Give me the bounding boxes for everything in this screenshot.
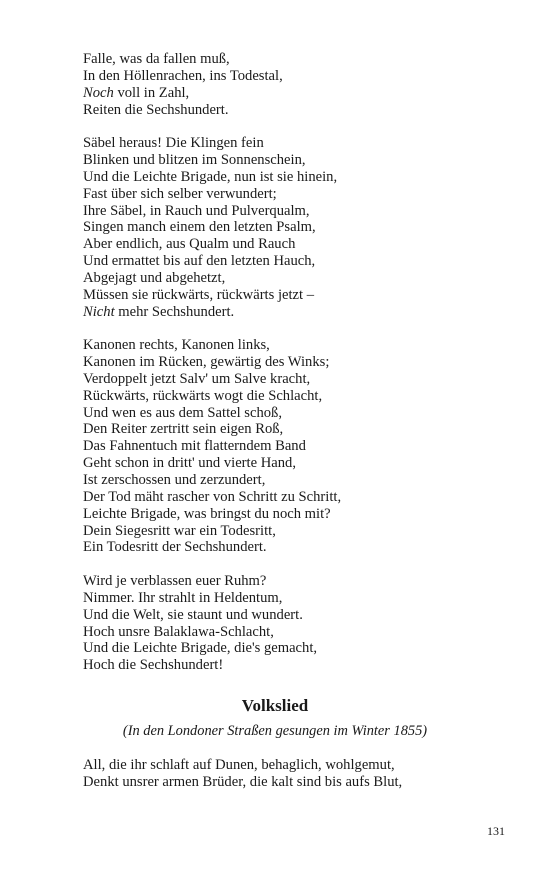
verse-text: voll in Zahl,: [113, 84, 190, 101]
verse-text: Und ermattet bis auf den letzten Hauch,: [83, 253, 316, 270]
verse-line: [83, 640, 503, 657]
verse-text: Blinken und blitzen im Sonnenschein,: [83, 152, 306, 169]
verse-line: [83, 438, 503, 455]
verse-line: [83, 421, 503, 438]
verse-line: [83, 203, 503, 220]
verse-text: Kanonen rechts, Kanonen links,: [83, 337, 270, 354]
verse-line: [83, 472, 503, 489]
verse-line: [83, 186, 503, 203]
verse-text: Ihre Säbel, in Rauch und Pulverqualm,: [83, 202, 310, 219]
verse-line: [83, 85, 503, 102]
verse-text: Und die Welt, sie staunt und wundert.: [83, 606, 303, 623]
verse-line: [83, 489, 503, 506]
verse-line: All, die ihr schlaft auf Dunen, behaglich, wohlgemut,: [83, 757, 395, 773]
verse-text: Aber endlich, aus Qualm und Rauch: [83, 236, 296, 253]
verse-line: [83, 152, 503, 169]
verse-line: [83, 455, 503, 472]
verse-text: Hoch unsre Balaklawa-Schlacht,: [83, 623, 274, 640]
verse-line: [83, 624, 503, 641]
page-number: 131: [487, 824, 505, 838]
verse-text: Nimmer. Ihr strahlt in Heldentum,: [83, 589, 283, 606]
verse-text: Ist zerschossen und zerzundert,: [83, 472, 266, 488]
verse-line: [83, 657, 503, 674]
verse-text: Müssen sie rückwärts, rückwärts jetzt –: [83, 286, 315, 303]
verse-line: [83, 590, 503, 607]
verse-text: Falle, was da fallen muß,: [83, 51, 230, 67]
stanza: [83, 51, 503, 118]
verse-line: [83, 523, 503, 540]
verse-text: Kanonen im Rücken, gewärtig des Winks;: [83, 354, 330, 371]
verse-text: Und die Leichte Brigade, die's gemacht,: [83, 640, 318, 657]
verse-text: Das Fahnentuch mit flatterndem Band: [83, 438, 306, 455]
stanza: [83, 135, 503, 320]
verse-line: [83, 287, 503, 304]
verse-emphasis: Noch: [83, 84, 114, 101]
verse-line: [83, 51, 503, 68]
verse-line: [83, 270, 503, 287]
stanza: [83, 337, 503, 556]
verse-text: Singen manch einem den letzten Psalm,: [83, 219, 316, 236]
poem-opening-lines: [83, 757, 503, 791]
poem-stanzas: [83, 51, 503, 691]
verse-text: Und wen es aus dem Sattel schoß,: [83, 404, 283, 421]
verse-text: Der Tod mäht rascher von Schritt zu Schritt,: [83, 488, 342, 505]
verse-text: Und die Leichte Brigade, nun ist sie hinein,: [83, 168, 338, 185]
verse-line: [83, 236, 503, 253]
poem-title: Volkslied: [241, 696, 309, 715]
verse-text: Säbel heraus! Die Klingen fein: [83, 135, 264, 152]
verse-line: [83, 102, 503, 119]
verse-line: [83, 219, 503, 236]
verse-text: In den Höllenrachen, ins Todestal,: [83, 67, 283, 84]
verse-line: [83, 68, 503, 85]
verse-line: [83, 135, 503, 152]
verse-line: [83, 253, 503, 270]
verse-line: [83, 405, 503, 422]
verse-emphasis: Nicht: [83, 303, 115, 320]
verse-text: Ein Todesritt der Sechshundert.: [83, 539, 267, 556]
verse-line: Denkt unsrer armen Brüder, die kalt sind bis aufs Blut,: [83, 773, 403, 790]
verse-line: [83, 304, 503, 321]
verse-text: Abgejagt und abgehetzt,: [83, 269, 226, 286]
verse-text: Reiten die Sechshundert.: [83, 101, 229, 118]
verse-line: [83, 354, 503, 371]
verse-line: [83, 573, 503, 590]
verse-line: [83, 607, 503, 624]
stanza: [83, 573, 503, 674]
verse-line: [83, 506, 503, 523]
verse-text: Geht schon in dritt' und vierte Hand,: [83, 455, 296, 472]
verse-line: [83, 371, 503, 388]
verse-text: Fast über sich selber verwundert;: [83, 185, 277, 202]
verse-line: [83, 539, 503, 556]
verse-line: [83, 337, 503, 354]
verse-text: Leichte Brigade, was bringst du noch mit?: [83, 505, 331, 522]
verse-text: Verdoppelt jetzt Salv' um Salve kracht,: [83, 370, 311, 387]
verse-text: Hoch die Sechshundert!: [83, 657, 224, 674]
verse-line: [83, 169, 503, 186]
verse-text: Rückwärts, rückwärts wogt die Schlacht,: [83, 387, 323, 404]
poem-subtitle: (In den Londoner Straßen gesungen im Winter 1855): [122, 723, 428, 739]
verse-text: mehr Sechshundert.: [114, 303, 235, 320]
verse-text: Wird je verblassen euer Ruhm?: [83, 573, 267, 590]
verse-text: Den Reiter zertritt sein eigen Roß,: [83, 421, 284, 438]
verse-text: Dein Siegesritt war ein Todesritt,: [83, 522, 276, 539]
verse-line: [83, 388, 503, 405]
